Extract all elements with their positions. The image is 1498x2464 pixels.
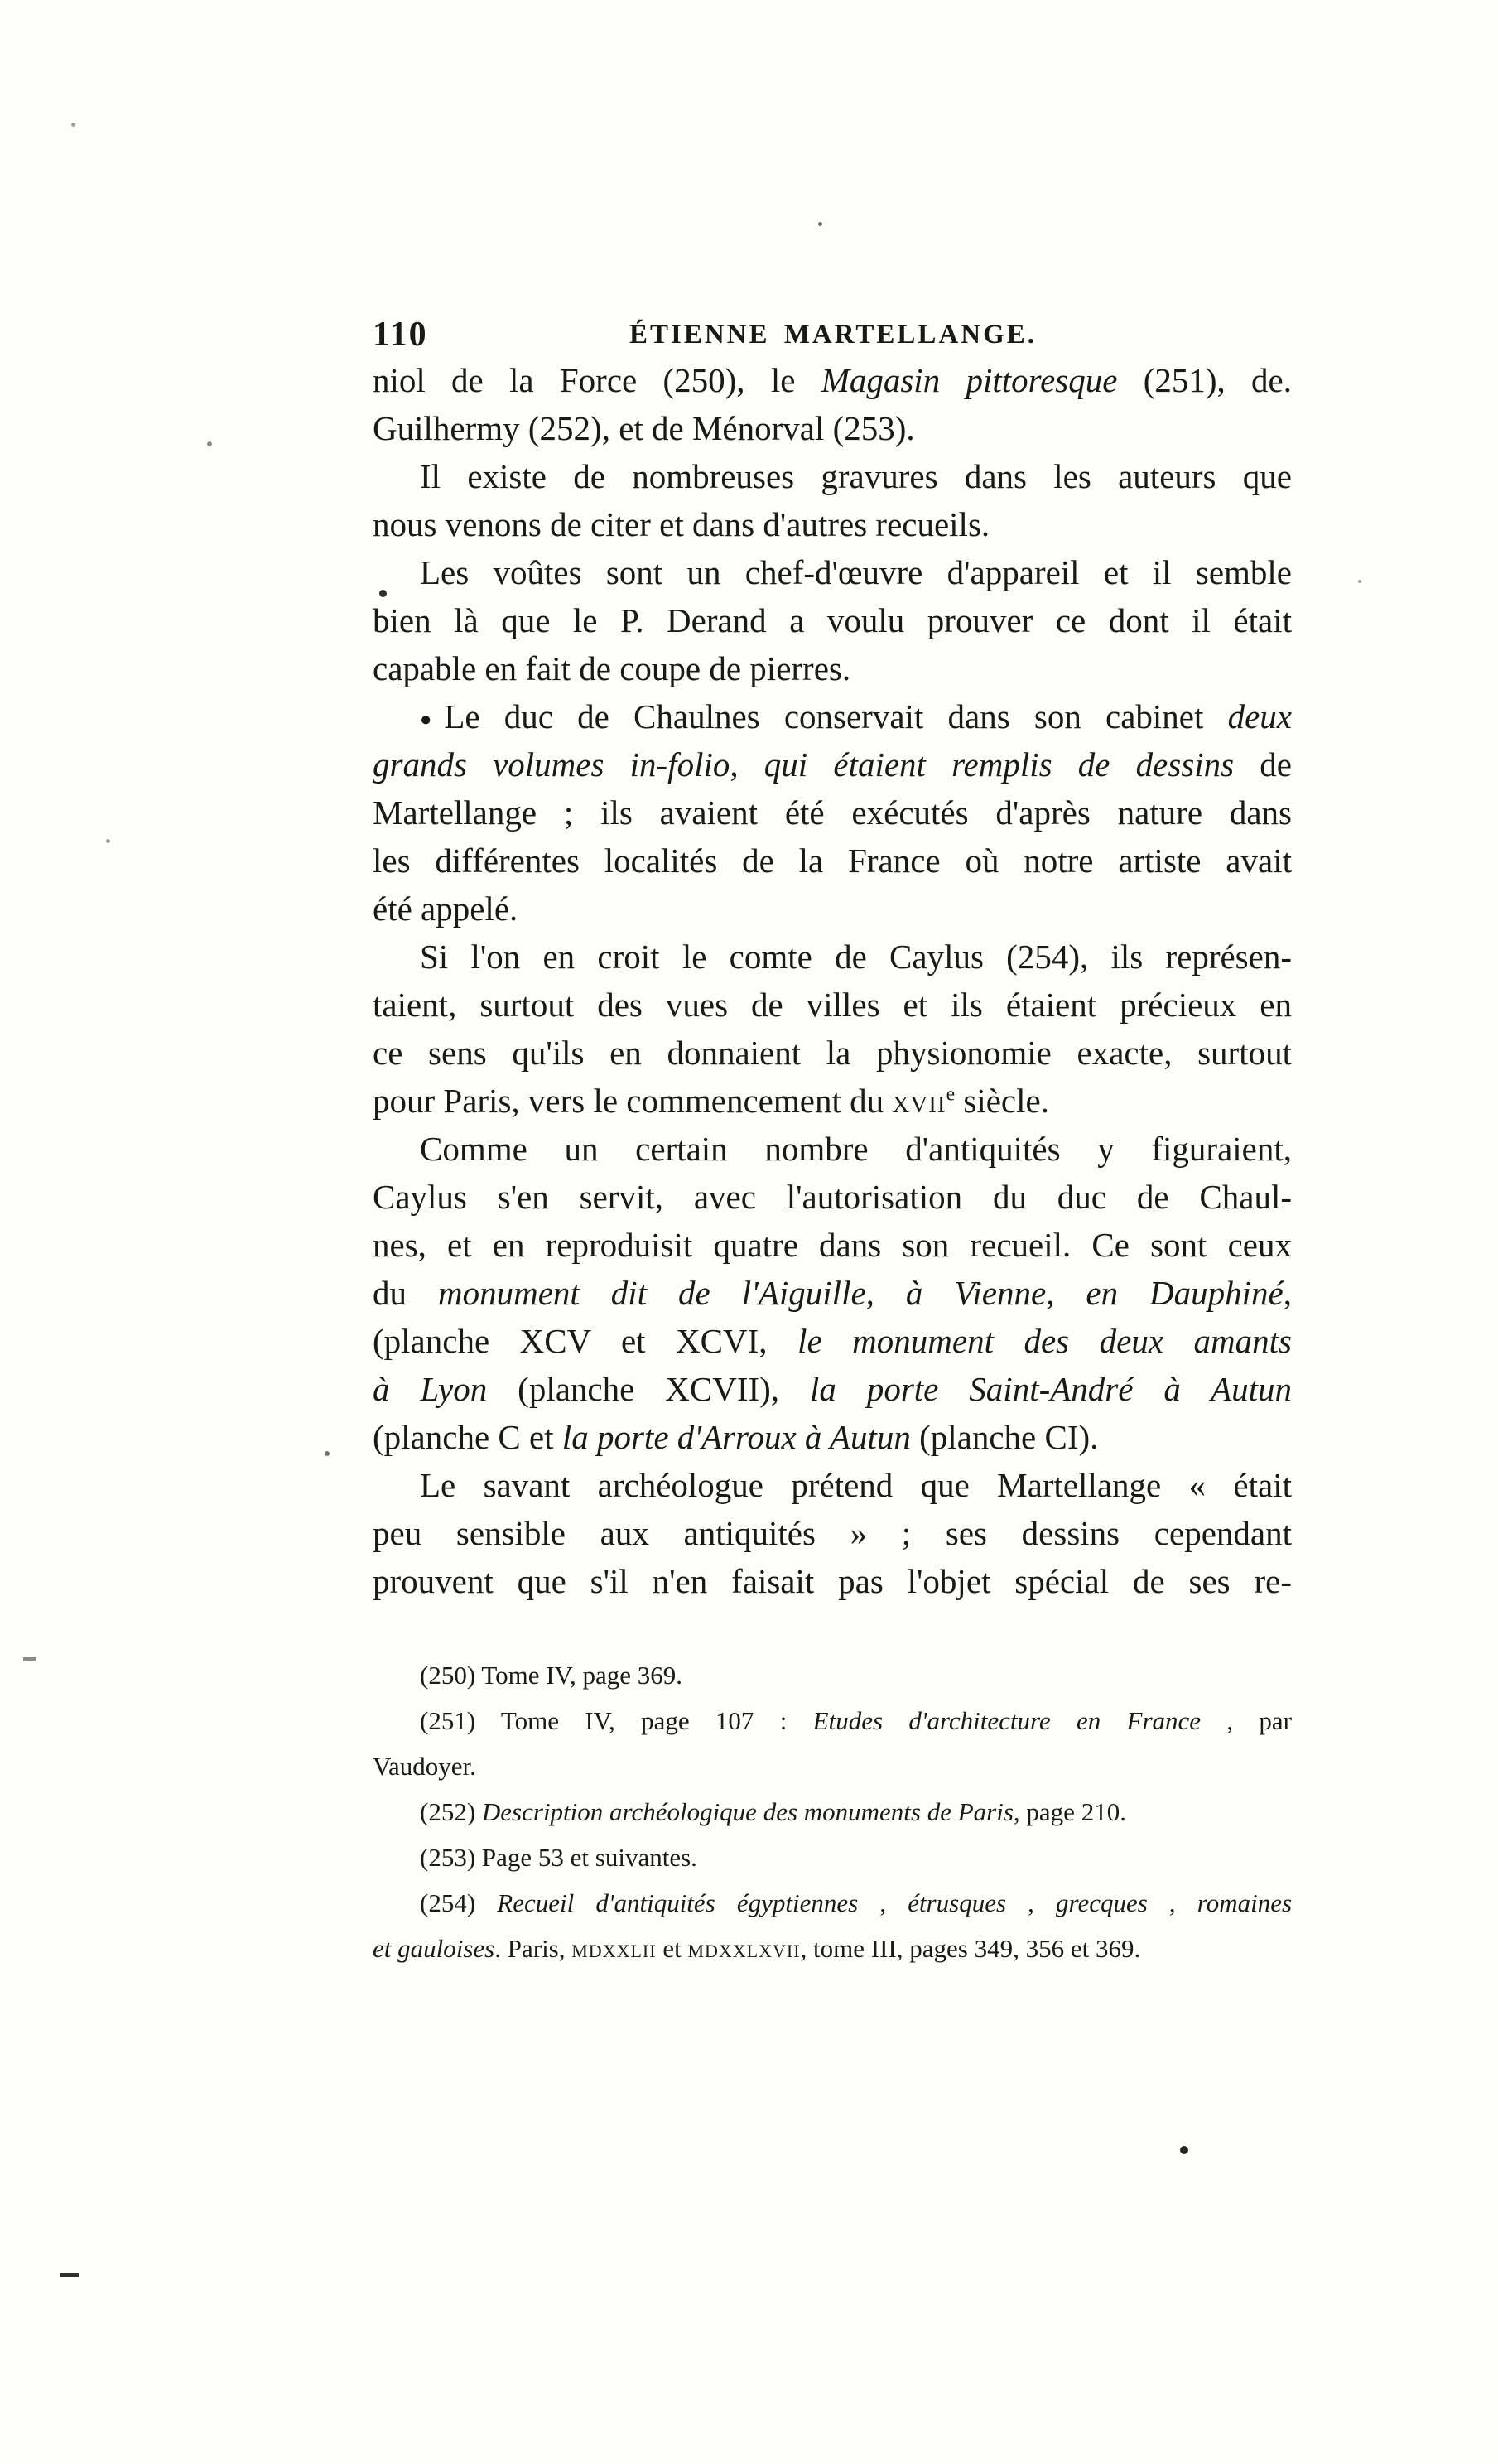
- body-text-line: [373, 1413, 1292, 1461]
- text-segment: prouvent que s'il n'en faisait pas l'objet spécial de ses re-: [373, 1562, 1292, 1600]
- body-text-line: [373, 1557, 1292, 1605]
- body-text-line: [373, 452, 1292, 500]
- text-segment: , tome III, pages 349, 356 et 369.: [800, 1934, 1141, 1963]
- text-segment: (252): [420, 1797, 482, 1826]
- body-text-line: [373, 981, 1292, 1029]
- scan-speck: [207, 441, 212, 446]
- scan-speck: [106, 839, 110, 843]
- footnote-line: [373, 1880, 1292, 1926]
- footnote-line: [373, 1698, 1292, 1743]
- text-segment: la porte Saint-André à Autun: [809, 1370, 1293, 1408]
- footnote-line: [373, 1652, 1292, 1698]
- text-segment: . Paris,: [494, 1934, 572, 1963]
- text-segment: et: [656, 1934, 688, 1963]
- text-segment: (planche XCVII),: [487, 1370, 810, 1408]
- footnote-line: [373, 1926, 1292, 1971]
- text-segment: du: [373, 1274, 438, 1312]
- text-segment: peu sensible aux antiquités » ; ses dessins cependant: [373, 1514, 1292, 1552]
- text-segment: pour Paris, vers le commencement du: [373, 1082, 893, 1120]
- page-header: [373, 313, 1293, 356]
- text-segment: Description archéologique des monuments de Paris: [481, 1797, 1014, 1826]
- body-text-line: [373, 1221, 1292, 1269]
- body-text-line: [373, 837, 1292, 885]
- scan-speck: [325, 1451, 330, 1456]
- footnote-line: [373, 1743, 1292, 1789]
- text-segment: Guilhermy (252), et de Ménorval (253).: [373, 409, 915, 447]
- scan-speck: [60, 2273, 79, 2277]
- body-text-line: [373, 740, 1292, 788]
- body-text-line: [373, 1269, 1292, 1317]
- text-segment: été appelé.: [373, 890, 518, 928]
- body-text-line: [373, 644, 1292, 692]
- text-segment: qui étaient remplis de dessins: [763, 745, 1235, 784]
- text-segment: niol de la Force (250), le: [373, 361, 821, 399]
- text-segment: (planche C et: [373, 1418, 562, 1456]
- scan-speck: [379, 590, 387, 597]
- footnote-line: [373, 1789, 1292, 1835]
- text-segment: xvii: [892, 1082, 946, 1120]
- text-segment: mdxxlii: [571, 1934, 657, 1963]
- body-text-line: [373, 1077, 1292, 1125]
- text-segment: les différentes localités de la France où notre artiste avait: [373, 841, 1292, 880]
- text-segment: Si l'on en croit le comte de Caylus (254), ils représen-: [420, 938, 1292, 976]
- text-segment: capable en fait de coupe de pierres.: [373, 649, 851, 687]
- text-segment: Le duc de Chaulnes conservait dans son cabinet: [444, 697, 1228, 735]
- text-segment: ,: [1147, 1888, 1197, 1917]
- page-number: 110: [373, 316, 428, 354]
- text-segment: (250) Tome IV, page 369.: [420, 1661, 682, 1690]
- text-segment: Caylus s'en servit, avec l'autorisation du duc de Chaul-: [373, 1178, 1292, 1216]
- body-text-line: [373, 788, 1292, 837]
- scan-speck: [1180, 2146, 1188, 2154]
- text-segment: Martellange ; ils avaient été exécutés d'après nature dans: [373, 793, 1292, 832]
- text-segment: (planche XCV et XCVI,: [373, 1322, 798, 1360]
- text-segment: (251), de.: [1117, 361, 1292, 399]
- text-segment: nes, et en reproduisit quatre dans son recueil. Ce sont ceux: [373, 1226, 1292, 1264]
- text-segment: ,: [858, 1888, 908, 1917]
- text-segment: bien là que le P. Derand a voulu prouver ce dont il était: [373, 601, 1292, 639]
- text-segment: Les voûtes sont un chef-d'œuvre d'appareil et il semble: [420, 553, 1292, 591]
- body-text-line: [373, 500, 1292, 548]
- body-text-line: [373, 548, 1292, 596]
- text-segment: Il existe de nombreuses gravures dans les auteurs que: [420, 457, 1292, 495]
- body-text-line: [373, 1461, 1292, 1509]
- body-text-line: [373, 885, 1292, 933]
- text-segment: la porte d'Arroux à Autun: [561, 1418, 911, 1456]
- body-text-line: [373, 1509, 1292, 1557]
- text-segment: étrusques: [908, 1888, 1007, 1917]
- text-segment: ,: [1006, 1888, 1057, 1917]
- scan-speck: [818, 222, 822, 226]
- footnotes: [373, 1652, 1292, 1971]
- text-segment: ,: [1283, 1274, 1293, 1312]
- text-segment: , page 210.: [1013, 1797, 1126, 1826]
- running-title: ÉTIENNE MARTELLANGE.: [629, 320, 1038, 350]
- text-segment: le monument des deux amants: [797, 1322, 1292, 1360]
- text-segment: ce sens qu'ils en donnaient la physionomie exacte, surtout: [373, 1034, 1292, 1072]
- body-text-line: [373, 692, 1292, 740]
- text-segment: nous venons de citer et dans d'autres recueils.: [373, 505, 990, 543]
- text-segment: taient, surtout des vues de villes et ils étaient précieux en: [373, 986, 1292, 1024]
- body-text-line: [373, 933, 1292, 981]
- text-segment: e: [946, 1083, 956, 1106]
- text-segment: (254): [420, 1888, 498, 1917]
- scan-speck: [71, 123, 75, 127]
- text-segment: Etudes d'architecture en France: [812, 1706, 1202, 1735]
- text-segment: et gauloises: [373, 1934, 495, 1963]
- text-segment: grecques: [1056, 1888, 1148, 1917]
- text-segment: deux: [1227, 697, 1292, 735]
- body-text-line: [373, 356, 1292, 404]
- body-text-line: [373, 1029, 1292, 1077]
- text-segment: , par: [1201, 1706, 1293, 1735]
- text-segment: monument dit de l'Aiguille, à Vienne, en Dauphiné: [437, 1274, 1284, 1312]
- text-segment: de: [1234, 745, 1293, 784]
- body-text-line: [373, 1173, 1292, 1221]
- text-segment: Magasin pittoresque: [821, 361, 1118, 399]
- text-segment: à Lyon: [373, 1370, 488, 1408]
- text-segment: mdxxlxvii: [687, 1934, 801, 1963]
- body-text-line: [373, 596, 1292, 644]
- footnote-line: [373, 1835, 1292, 1880]
- scan-speck: [1358, 580, 1361, 583]
- body-text-line: [373, 1365, 1292, 1413]
- text-segment: ,: [730, 745, 764, 784]
- text-segment: romaines: [1197, 1888, 1293, 1917]
- text-segment: siècle.: [955, 1082, 1049, 1120]
- body-text-line: [373, 1317, 1292, 1365]
- text-segment: Vaudoyer.: [373, 1752, 476, 1781]
- body-text-line: [373, 404, 1292, 452]
- text-segment: Recueil d'antiquités égyptiennes: [497, 1888, 859, 1917]
- text-segment: (253) Page 53 et suivantes.: [420, 1843, 697, 1872]
- scan-speck: [23, 1657, 36, 1661]
- body-text-line: [373, 1125, 1292, 1173]
- text-segment: Le savant archéologue prétend que Martellange « était: [420, 1466, 1292, 1504]
- text-segment: grands volumes in-folio: [373, 745, 730, 784]
- text-segment: (planche CI).: [910, 1418, 1099, 1456]
- text-segment: (251) Tome IV, page 107 :: [420, 1706, 813, 1735]
- text-segment: Comme un certain nombre d'antiquités y figuraient,: [420, 1130, 1292, 1168]
- ink-blot: ●: [420, 709, 445, 731]
- body-text: [373, 356, 1292, 1605]
